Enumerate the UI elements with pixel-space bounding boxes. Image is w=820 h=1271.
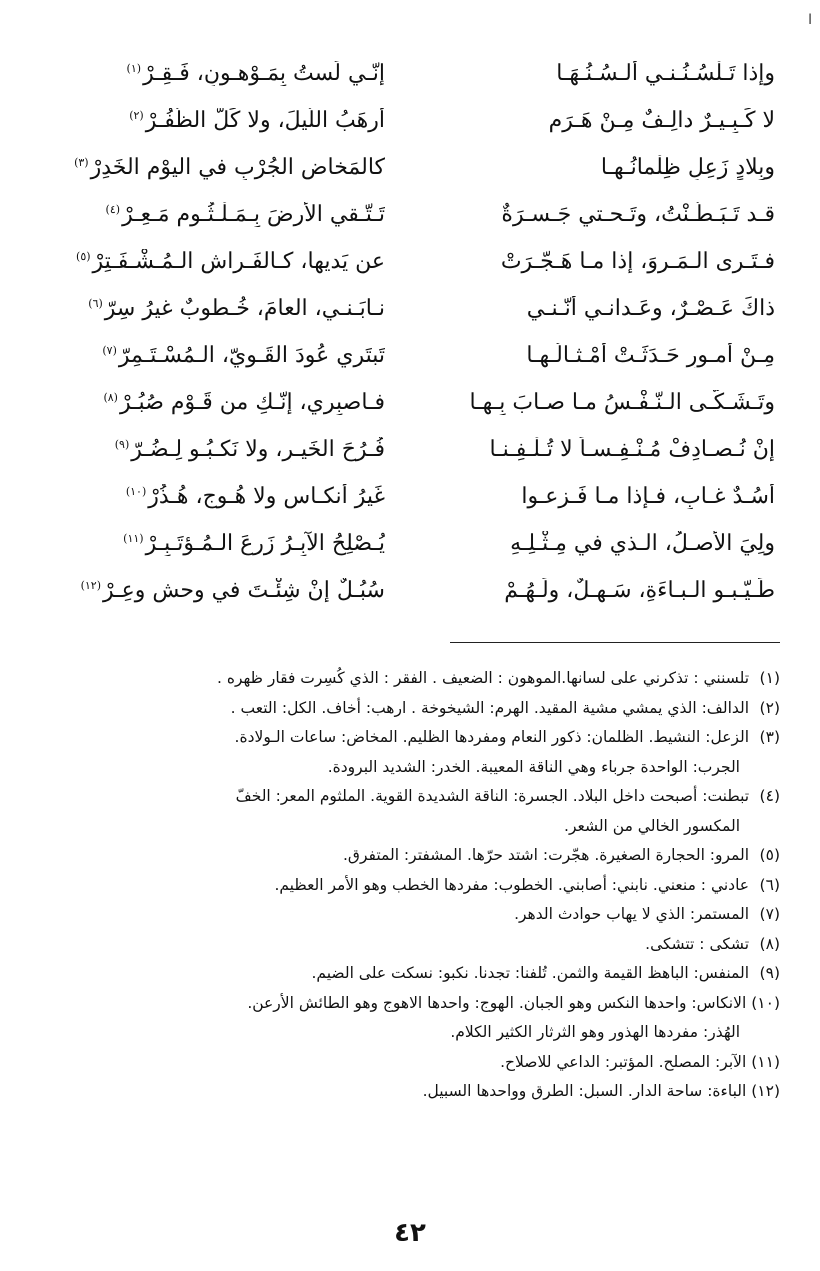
footnote	[40, 1048, 780, 1078]
footnote-text: الانكاس: واحدها النكس وهو الجبان. الهوج: واحدها الاهوج وهو الطائش الأرعن.	[247, 993, 747, 1012]
second-hemistich-text: أرهَبُ اللّيلَ، ولا كَلُّ الظُّفُـرْ	[145, 108, 385, 133]
footnote-text: الزعل: النشيط. الظلمان: ذكور النعام ومفردها الظليم. المخاض: ساعات الـولادة.	[234, 728, 750, 746]
second-hemistich-text: فُـرُحَ الخَيـرِ، ولا نَكـبُـو لِـضُـرّ	[131, 437, 385, 462]
footnote-separator	[450, 642, 780, 643]
first-hemistich: أُسُـدٌ غـابٍ، فـإذا مـا فَـزِعـوا	[521, 484, 775, 509]
second-hemistich-text: تَبتَري عُودَ القَـويّ، الـمُسْـتَـمِرّ	[118, 343, 385, 368]
first-hemistich: وبِلادٍ زَعِلٍ ظِلْمانُـهـا	[600, 155, 775, 180]
second-hemistich	[40, 61, 385, 86]
footnote-ref: (٩)	[114, 437, 130, 451]
footnote-text: عادني : منعني. نابني: أصابني. الخطوب: مفردها الخطب وهو الأمر العظيم.	[274, 875, 750, 894]
second-hemistich	[40, 296, 385, 321]
footnote	[40, 694, 780, 724]
verse-line	[40, 191, 780, 238]
second-hemistich	[40, 202, 385, 227]
first-hemistich: لا كَـبِـيـرٌ دالِـفٌ مِـنْ هَـرَمٍ	[548, 108, 775, 133]
first-hemistich: وتَـشَـكّـى الـنّـفْـسُ مـا صـابَ بِـهـا	[469, 390, 775, 415]
second-hemistich	[40, 155, 385, 180]
footnotes	[40, 664, 780, 1107]
footnote-number: (١٢)	[751, 1082, 780, 1100]
footnote	[40, 723, 780, 753]
second-hemistich	[40, 484, 385, 509]
second-hemistich	[40, 249, 385, 274]
footnote	[40, 900, 780, 930]
footnote-number: (١٠)	[751, 993, 780, 1012]
first-hemistich: فـتَـرى الـمَـروَ، إذا مـا هَـجّـرَتْ	[500, 249, 775, 274]
verse-line	[40, 520, 780, 567]
footnote-number: (٣)	[759, 728, 780, 746]
footnote	[40, 841, 780, 871]
footnote-text: تلسنني : تذكرني على لسانها.الموهون : الضعيف . الفقر : الذي كُسِرت فقار ظهره .	[216, 669, 750, 687]
verse-line	[40, 426, 780, 473]
page-number: ٤٢	[394, 1218, 426, 1248]
second-hemistich	[40, 390, 385, 415]
footnote-number: (١)	[759, 669, 780, 687]
first-hemistich: قـد تَـبَـطّـنْتُ، وتَـحـتي جَـسـرَةٌ	[501, 202, 775, 227]
footnote	[40, 871, 780, 901]
footnote-text: تبطنت: أصبحت داخل البلاد. الجسرة: الناقة الشديدة القوية. الملثوم المعر: الخفّ	[235, 787, 750, 805]
footnote-text: الباءة: ساحة الدار. السبل: الطرق وواحدها السبيل.	[422, 1082, 747, 1100]
footnote-ref: (٧)	[102, 343, 117, 357]
verse-line	[40, 238, 780, 285]
footnote-ref: (٢)	[129, 108, 144, 122]
footnote-text: المنفس: الباهظ القيمة والثمن. تُلفنا: تجدنا. نكبو: نسكت على الضيم.	[311, 964, 750, 982]
second-hemistich	[40, 437, 385, 462]
footnote-text: تشكى : تتشكى.	[645, 934, 750, 953]
verse-line	[40, 379, 780, 426]
footnote-ref: (١١)	[123, 531, 144, 545]
second-hemistich-text: يُـصْلِحُ الآبِـرُ زَرعَ الـمُـؤتَـبِـرْ	[145, 531, 385, 556]
first-hemistich: ولِيَ الأصـلُ، الـذي في مِـثْـلِـهِ	[510, 531, 775, 556]
footnote-ref: (٦)	[88, 296, 103, 310]
footnote	[40, 664, 780, 694]
footnote-ref: (٣)	[74, 155, 89, 169]
second-hemistich-text: إنّـي لَستُ بِمَـوْهـونٍ، فَـقِـرْ	[143, 61, 385, 86]
footnote-ref: (١٠)	[125, 484, 147, 498]
second-hemistich	[40, 343, 385, 368]
second-hemistich-text: فـاصبِري، إنّـكِ من قَـوْمٍ صُبُـرْ	[119, 390, 385, 415]
verse-line	[40, 567, 780, 614]
verse-line	[40, 50, 780, 97]
footnote-text: المستمر: الذي لا يهاب حوادث الدهر.	[514, 905, 750, 923]
footnote-ref: (١٢)	[80, 578, 101, 592]
footnote-ref: (٤)	[105, 202, 121, 216]
footnote-number: (٨)	[759, 934, 780, 953]
verse-line	[40, 144, 780, 191]
verse-line	[40, 97, 780, 144]
footnote-number: (٩)	[759, 964, 780, 982]
footnote	[40, 959, 780, 989]
verse-line	[40, 332, 780, 379]
first-hemistich: مِـنْ أُمـورٍ حَـدَثَـتْ أمْـثـالُـهـا	[526, 343, 775, 368]
footnote-number: (٦)	[759, 875, 780, 894]
first-hemistich: إنْ نُـصـادِفْ مُـنْـفِـسـاً لا تُـلْـفِـنـا	[489, 437, 775, 462]
footnote-text: الآبر: المصلح. المؤتبر: الداعي للاصلاح.	[500, 1052, 747, 1071]
second-hemistich-text: عن يَديها، كـالفَـراشِ الـمُـشْـفَـتِرْ	[92, 249, 385, 274]
second-hemistich-text: سُبُـلٌ إنْ شِئْـتَ في وحشٍ وعِـرْ	[103, 578, 385, 603]
second-hemistich-text: تَـتّـقي الأرضَ بِـمَـلْـثُـومٍ مَـعِـرْ	[122, 202, 385, 227]
footnote	[40, 1077, 780, 1107]
first-hemistich: وإذا تَـلْسُـنُـنـي ألـسُـنُـهَـا	[556, 61, 775, 86]
corner-mark: ا	[808, 12, 812, 28]
footnote-ref: (٥)	[76, 249, 91, 263]
footnote	[40, 989, 780, 1019]
footnote-continuation: المكسور الخالي من الشعر.	[564, 816, 740, 835]
second-hemistich-text: كالمَخاضِ الجُرْبِ في اليوْمِ الخَدِرْ	[90, 155, 385, 180]
footnote	[40, 930, 780, 960]
footnote-number: (٧)	[759, 905, 780, 923]
footnote-number: (٤)	[759, 787, 780, 805]
second-hemistich	[40, 578, 385, 603]
footnote-number: (١١)	[751, 1052, 780, 1071]
footnote-number: (٢)	[759, 698, 780, 717]
footnote	[40, 782, 780, 812]
footnote-continuation: الجرب: الواحدة جرباء وهي الناقة المعيبة. الخدر: الشديد البرودة.	[327, 757, 740, 776]
first-hemistich: ذاكَ عَـصْـرٌ، وعَـدانـي أنّـنـي	[526, 296, 775, 321]
second-hemistich	[40, 108, 385, 133]
second-hemistich-text: نـابَـنـي، العامَ، خُـطوبٌ غيرُ سِرّ	[104, 296, 385, 321]
footnote-number: (٥)	[759, 846, 780, 864]
verse-line	[40, 285, 780, 332]
footnote-ref: (٨)	[103, 390, 118, 404]
poem	[40, 50, 780, 614]
footnote-continuation: الهُذر: مفردها الهذور وهو الثرثار الكثير الكلام.	[450, 1023, 740, 1041]
footnote-text: المرو: الحجارة الصغيرة. هجّرت: اشتد حرّها. المشفتر: المتفرق.	[342, 846, 750, 864]
footnote-ref: (١)	[126, 61, 142, 75]
first-hemistich: طَـيّـبـو الـبـاءَةِ، سَـهـلٌ، ولَـهُـمْ	[504, 578, 775, 603]
second-hemistich	[40, 531, 385, 556]
verse-line	[40, 473, 780, 520]
second-hemistich-text: غَيرُ أنكـاسٍ ولا هُـوجٍ، هُـذُرْ	[148, 484, 385, 509]
footnote-text: الدالف: الذي يمشي مشية المقيد. الهرم: الشيخوخة . ارهب: أخاف. الكل: التعب .	[230, 698, 750, 717]
